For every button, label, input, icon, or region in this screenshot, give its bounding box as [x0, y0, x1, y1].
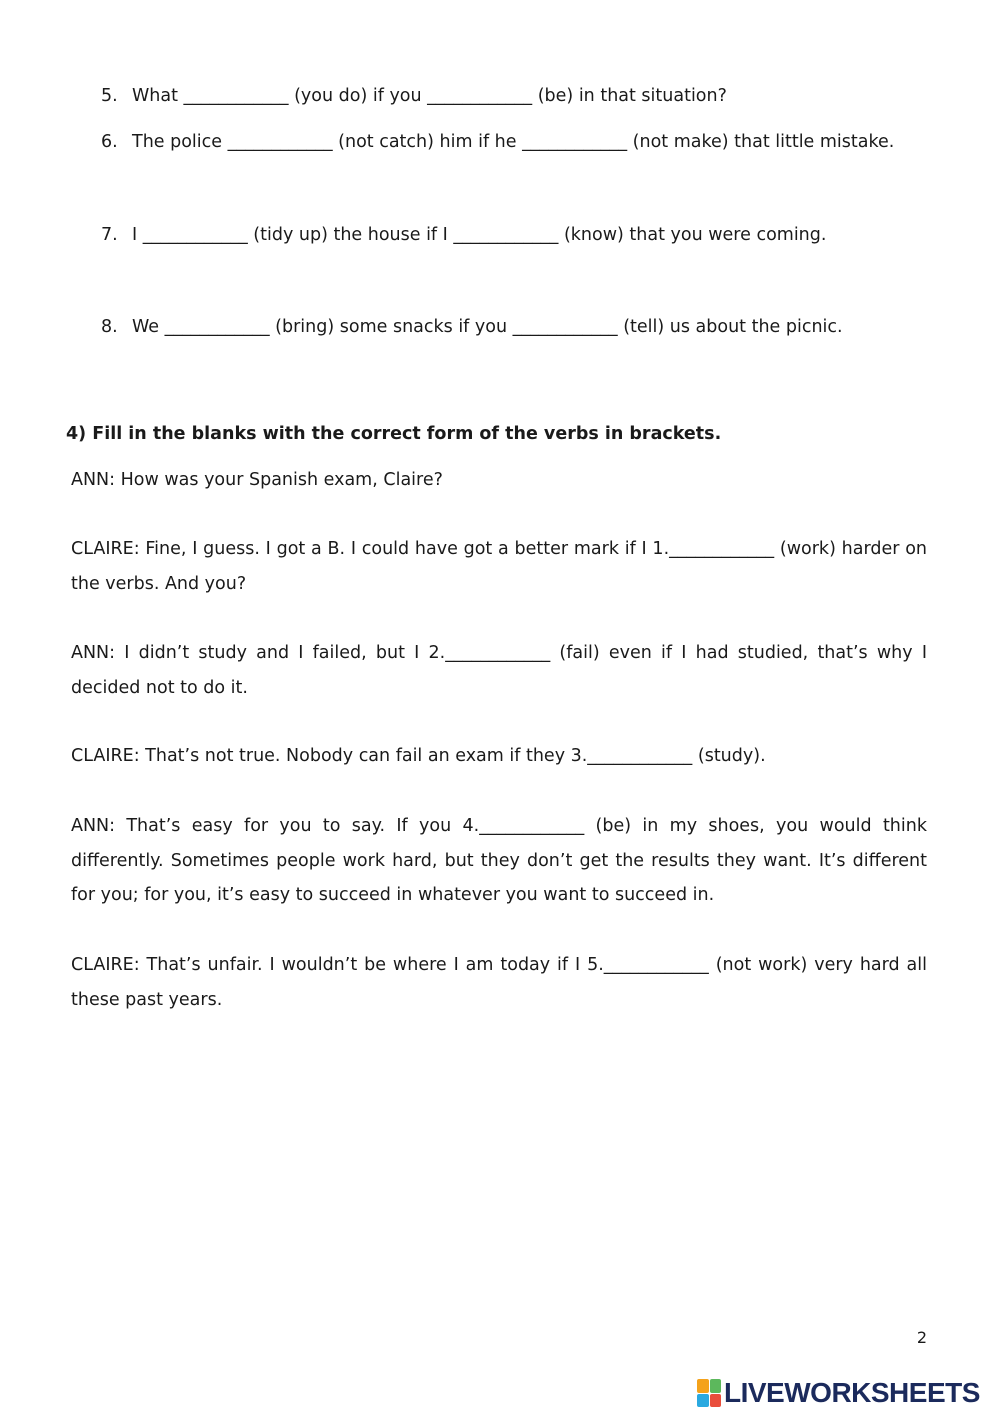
exercise-item — [101, 310, 927, 345]
item-text: The police ____________ (not catch) him if he ____________ (not make) that little mistake. — [132, 132, 895, 152]
item-number: 6. — [101, 132, 118, 152]
liveworksheets-logo-icon — [697, 1379, 721, 1407]
item-number: 5. — [101, 86, 118, 106]
liveworksheets-logo — [697, 1376, 980, 1410]
dialogue-line: ANN: That’s easy for you to say. If you 4.____________ (be) in my shoes, you would think differently. Sometimes people work hard, but they don’t get the results they want. It’s different for you; for you, it’s easy to succeed in whatever you want to succeed in. — [71, 816, 927, 905]
item-text: I ____________ (tidy up) the house if I ____________ (know) that you were coming. — [132, 225, 827, 245]
page-number: 2 — [916, 1328, 927, 1347]
exercise-item — [101, 119, 927, 165]
dialogue-line: ANN: I didn’t study and I failed, but I 2.____________ (fail) even if I had studied, that’s why I decided not to do it. — [71, 643, 927, 698]
item-number: 8. — [101, 317, 118, 337]
item-number: 7. — [101, 225, 118, 245]
exercise-item — [101, 212, 927, 258]
item-text: We ____________ (bring) some snacks if you ____________ (tell) us about the picnic. — [132, 317, 843, 337]
dialogue-line: CLAIRE: That’s not true. Nobody can fail an exam if they 3.____________ (study). — [71, 746, 766, 766]
section-heading: 4) Fill in the blanks with the correct form of the verbs in brackets. — [66, 424, 722, 444]
exercise-item — [101, 73, 927, 119]
item-text: What ____________ (you do) if you ____________ (be) in that situation? — [132, 86, 727, 106]
logo-text: LIVEWORKSHEETS — [724, 1377, 980, 1408]
dialogue-line: CLAIRE: That’s unfair. I wouldn’t be where I am today if I 5.____________ (not work) very hard all these past years. — [71, 955, 927, 1010]
dialogue-line: CLAIRE: Fine, I guess. I got a B. I could have got a better mark if I 1.____________ (work) harder on the verbs. And you? — [71, 539, 927, 594]
dialogue-line: ANN: How was your Spanish exam, Claire? — [71, 470, 443, 490]
